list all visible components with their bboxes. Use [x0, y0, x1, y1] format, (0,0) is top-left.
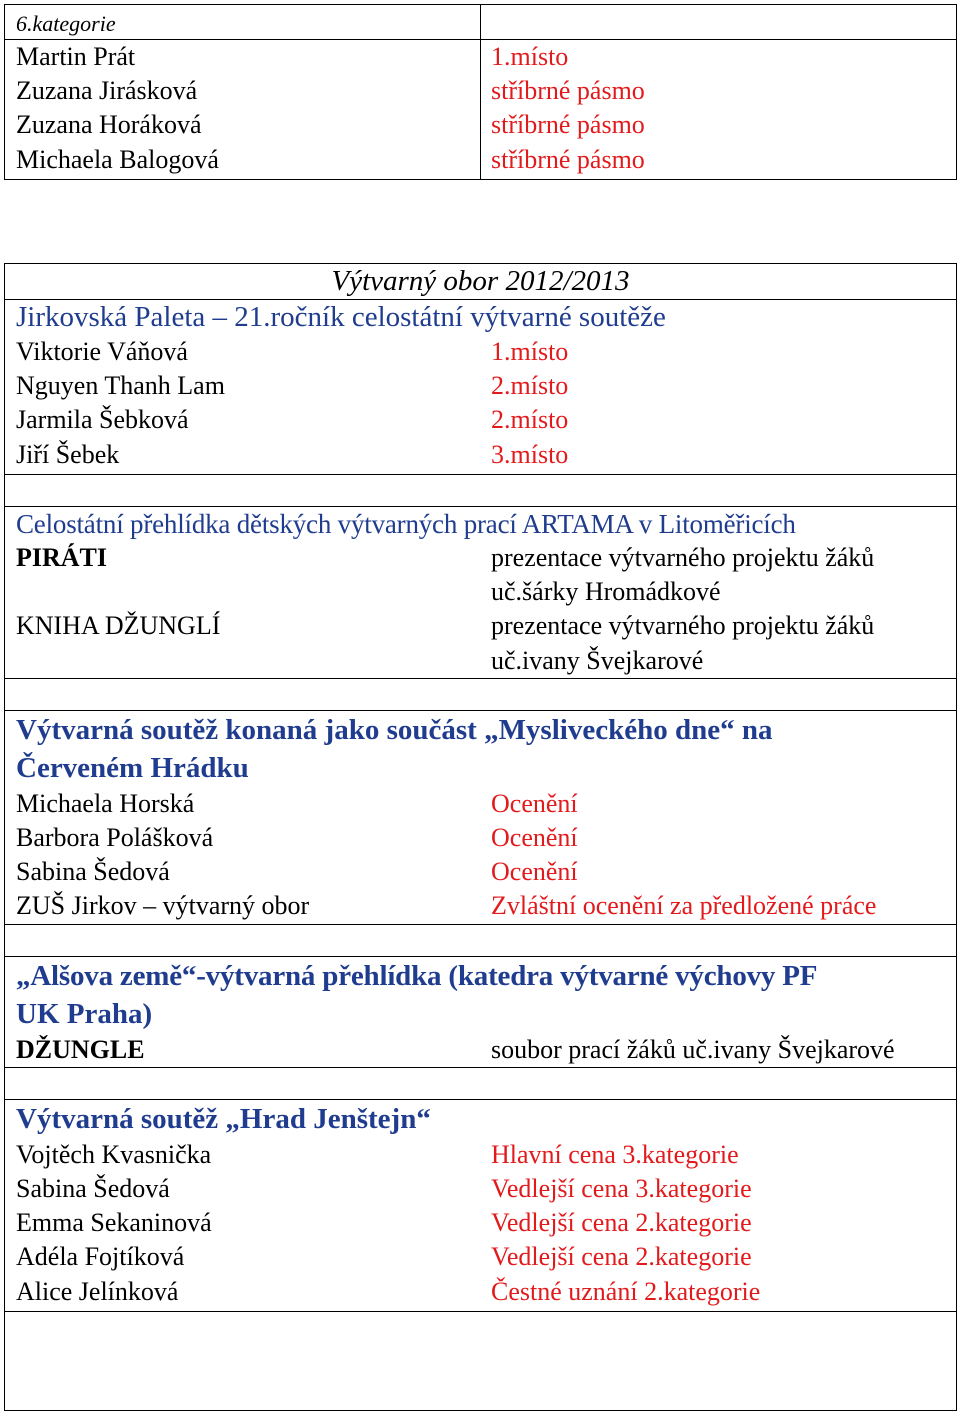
section-row	[5, 956, 957, 1067]
title-row	[5, 264, 957, 300]
project-desc: soubor prací žáků uč.ivany Švejkarové	[491, 1034, 895, 1064]
section-heading-myslivecky-cont: Červeném Hrádku	[16, 751, 249, 784]
project-teacher: uč.šárky Hromádkové	[491, 577, 721, 607]
contestant-name: Sabina Šedová	[16, 1174, 170, 1204]
category-cell	[5, 5, 481, 40]
section-row	[5, 1099, 957, 1311]
section-heading-jenstejn: Výtvarná soutěž „Hrad Jenštejn“	[16, 1102, 431, 1135]
contestant-result: Ocenění	[491, 788, 578, 818]
spacer-cell	[5, 678, 957, 710]
section-cell-jirkovska	[5, 300, 957, 475]
section-heading-alsova: „Alšova země“-výtvarná přehlídka (katedra výtvarné výchovy PF	[16, 959, 818, 992]
empty-bottom-row	[5, 1311, 957, 1410]
contestant-result: Zvláštní ocenění za předložené práce	[491, 891, 877, 921]
results-table-vytvarny-obor	[4, 263, 957, 1411]
contestant-result: 2.místo	[491, 371, 569, 401]
results-cell	[481, 40, 957, 180]
document-title: Výtvarný obor 2012/2013	[331, 265, 630, 297]
contestant-name: Nguyen Thanh Lam	[16, 371, 225, 401]
empty-bottom-cell	[5, 1311, 957, 1410]
contestant-name: Zuzana Jirásková	[16, 76, 198, 106]
spacer-cell	[5, 1067, 957, 1099]
contestant-name: Jarmila Šebková	[16, 405, 189, 435]
project-name: KNIHA DŽUNGLÍ	[16, 611, 221, 641]
contestant-name: Viktorie Váňová	[16, 337, 188, 366]
contestant-result: Hlavní cena 3.kategorie	[491, 1139, 739, 1169]
contestant-result: Ocenění	[491, 823, 578, 853]
contestant-name: Sabina Šedová	[16, 857, 170, 887]
project-name: PIRÁTI	[16, 543, 108, 573]
section-heading-jirkovska: Jirkovská Paleta – 21.ročník celostátní výtvarné soutěže	[16, 301, 666, 333]
contestant-name: Adéla Fojtíková	[16, 1242, 185, 1272]
contestant-name: Alice Jelínková	[16, 1276, 179, 1306]
results-table-6-kategorie	[4, 4, 957, 180]
section-row	[5, 710, 957, 924]
section-cell-artama	[5, 506, 957, 678]
section-cell-alsova	[5, 956, 957, 1067]
spacer-row	[5, 924, 957, 956]
section-cell-myslivecky	[5, 710, 957, 924]
project-desc: prezentace výtvarného projektu žáků	[491, 611, 875, 641]
section-heading-artama: Celostátní přehlídka dětských výtvarných prací ARTAMA v Litoměřicích	[16, 508, 796, 539]
project-name: DŽUNGLE	[16, 1034, 145, 1064]
section-row	[5, 300, 957, 475]
contestant-result: 1.místo	[491, 337, 569, 366]
spacer-row	[5, 474, 957, 506]
contestant-name: Zuzana Horáková	[16, 110, 202, 140]
title-cell	[5, 264, 957, 300]
contestant-result: Ocenění	[491, 857, 578, 887]
contestant-name: Michaela Balogová	[16, 144, 219, 174]
contestant-result: stříbrné pásmo	[491, 76, 645, 106]
results-block	[5, 40, 957, 180]
contestant-result: Vedlejší cena 2.kategorie	[491, 1242, 752, 1272]
contestant-name: Martin Prát	[16, 42, 136, 71]
contestant-result: stříbrné pásmo	[491, 110, 645, 140]
category-row	[5, 5, 957, 40]
project-desc: prezentace výtvarného projektu žáků	[491, 543, 875, 573]
contestant-name: Emma Sekaninová	[16, 1208, 212, 1238]
contestant-result: Čestné uznání 2.kategorie	[491, 1276, 761, 1306]
section-heading-myslivecky: Výtvarná soutěž konaná jako součást „Mysliveckého dne“ na	[16, 713, 773, 746]
spacer-row	[5, 678, 957, 710]
spacer-cell	[5, 474, 957, 506]
section-row	[5, 506, 957, 678]
section-cell-jenstejn	[5, 1099, 957, 1311]
empty-cell	[481, 5, 957, 40]
contestant-result: Vedlejší cena 2.kategorie	[491, 1208, 752, 1238]
contestant-result: stříbrné pásmo	[491, 144, 645, 174]
contestant-result: 1.místo	[491, 42, 569, 71]
spacer-row	[5, 1067, 957, 1099]
spacer-cell	[5, 924, 957, 956]
contestant-result: Vedlejší cena 3.kategorie	[491, 1174, 752, 1204]
contestant-name: ZUŠ Jirkov – výtvarný obor	[16, 891, 310, 921]
section-heading-alsova-cont: UK Praha)	[16, 997, 153, 1030]
contestant-name: Vojtěch Kvasnička	[16, 1139, 212, 1169]
contestant-result: 2.místo	[491, 405, 569, 435]
contestant-name: Jiří Šebek	[16, 439, 120, 469]
contestant-name: Barbora Polášková	[16, 823, 214, 853]
project-teacher: uč.ivany Švejkarové	[491, 645, 704, 675]
names-cell	[5, 40, 481, 180]
category-label: 6.kategorie	[16, 11, 116, 36]
contestant-name: Michaela Horská	[16, 788, 195, 818]
contestant-result: 3.místo	[491, 439, 569, 469]
